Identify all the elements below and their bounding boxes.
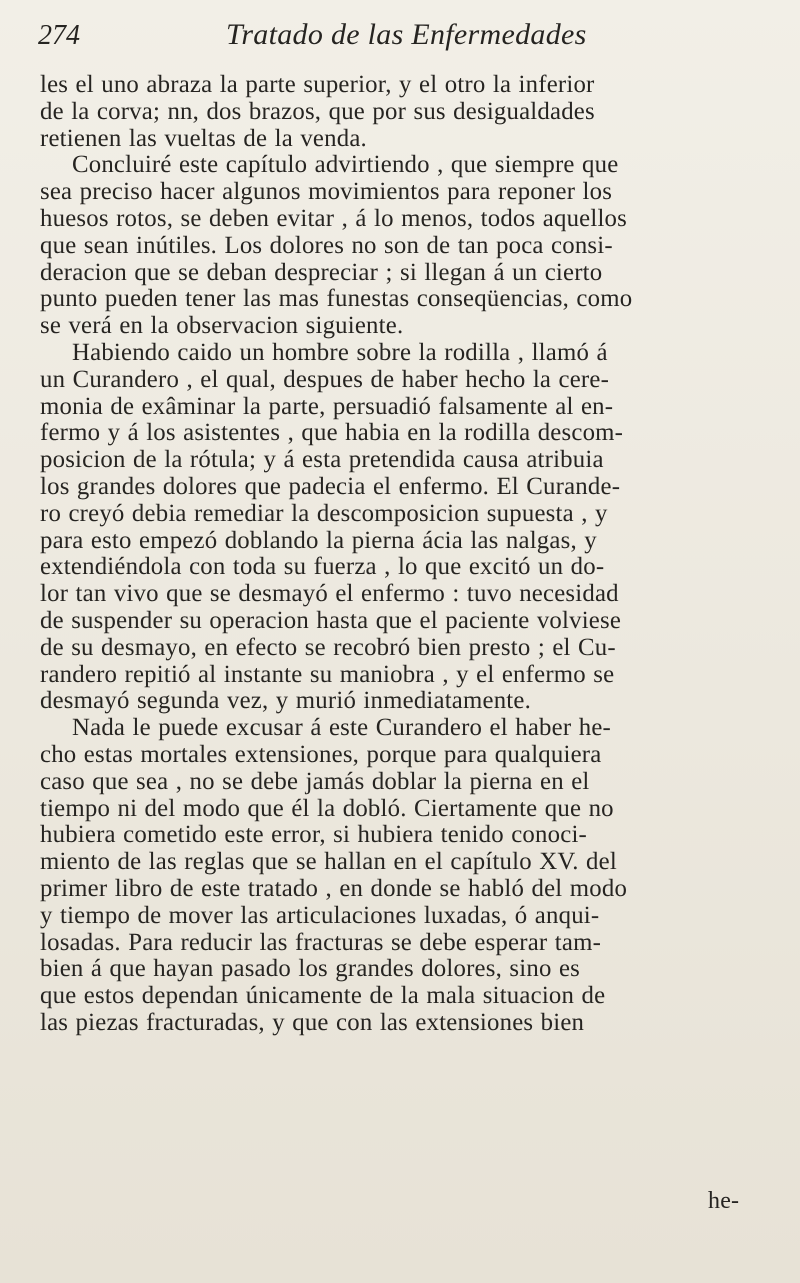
paragraph-start-line: Concluiré este capítulo advirtiendo , que siempre que (72, 151, 619, 179)
text-line: monia de exâminar la parte, persuadió falsamente al en- (40, 392, 614, 420)
text-line: y tiempo de mover las articulaciones luxadas, ó anqui- (40, 901, 600, 929)
text-line: fermo y á los asistentes , que habia en la rodilla descom- (40, 419, 624, 447)
text-line: miento de las reglas que se hallan en el capítulo XV. del (40, 848, 617, 876)
text-line: ro creyó debia remediar la descomposicion supuesta , y (40, 499, 608, 527)
text-line: hubiera cometido este error, si hubiera tenido conoci- (40, 821, 587, 849)
text-line: huesos rotos, se deben evitar , á lo menos, todos aquellos (40, 204, 628, 232)
body-text (40, 72, 768, 1037)
text-line: de su desmayo, en efecto se recobró bien presto ; el Cu- (40, 633, 616, 661)
text-line: de la corva; nn, dos brazos, que por sus desigualdades (40, 97, 595, 125)
text-line: que estos dependan únicamente de la mala situacion de (40, 982, 606, 1010)
page-number: 274 (38, 20, 80, 51)
text-line: las piezas fracturadas, y que con las extensiones bien (40, 1008, 585, 1036)
running-title: Tratado de las Enfermedades (226, 18, 587, 51)
text-line: deracion que se deban despreciar ; si llegan á un cierto (40, 258, 603, 286)
text-line: extendiéndola con toda su fuerza , lo que excitó un do- (40, 553, 605, 581)
text-line: caso que sea , no se debe jamás doblar la pierna en el (40, 767, 590, 795)
text-line: sea preciso hacer algunos movimientos para reponer los (40, 178, 613, 206)
text-line: losadas. Para reducir las fracturas se debe esperar tam- (40, 928, 602, 956)
text-line: cho estas mortales extensiones, porque para qualquiera (40, 740, 602, 768)
text-line: que sean inútiles. Los dolores no son de tan poca consi- (40, 231, 613, 259)
text-line: se verá en la observacion siguiente. (40, 312, 404, 340)
text-line: desmayó segunda vez, y murió inmediatamente. (40, 687, 531, 715)
text-line: primer libro de este tratado , en donde se habló del modo (40, 874, 628, 902)
text-line: un Curandero , el qual, despues de haber hecho la cere- (40, 365, 610, 393)
text-line: para esto empezó doblando la pierna ácia las nalgas, y (40, 526, 597, 554)
text-line: bien á que hayan pasado los grandes dolores, sino es (40, 955, 581, 983)
text-line: les el uno abraza la parte superior, y el otro la inferior (40, 71, 595, 98)
paragraph-start-line: Nada le puede excusar á este Curandero el haber he- (72, 714, 611, 742)
text-line: randero repitió al instante su maniobra , y el enfermo se (40, 660, 615, 688)
text-line: tiempo ni del modo que él la dobló. Ciertamente que no (40, 794, 614, 822)
catchword: he- (708, 1188, 740, 1214)
text-line: posicion de la rótula; y á esta pretendida causa atribuia (40, 446, 604, 474)
text-line: lor tan vivo que se desmayó el enfermo : tuvo necesidad (40, 580, 619, 608)
text-line: retienen las vueltas de la venda. (40, 124, 367, 152)
text-line: punto pueden tener las mas funestas conseqüencias, como (40, 285, 633, 313)
paragraph-start-line: Habiendo caido un hombre sobre la rodilla , llamó á (72, 338, 608, 366)
text-line: de suspender su operacion hasta que el paciente volviese (40, 606, 622, 634)
text-line: los grandes dolores que padecia el enfermo. El Curande- (40, 472, 621, 500)
page-header (28, 18, 768, 58)
